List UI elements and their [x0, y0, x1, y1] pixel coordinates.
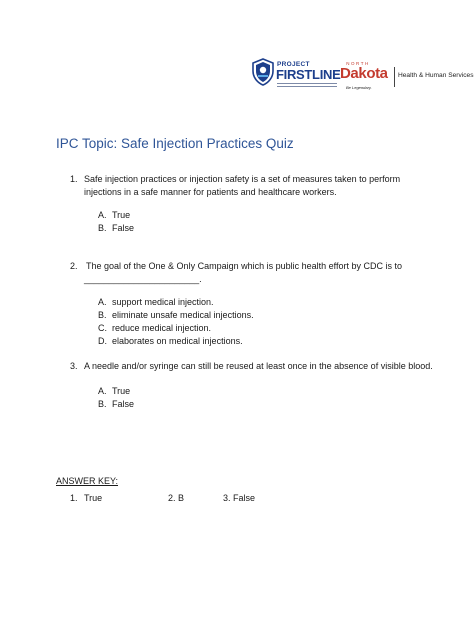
- north-dakota-logo: [340, 58, 474, 98]
- question-3-line-1: A needle and/or syringe can still be reused at least once in the absence of visible blood.: [84, 361, 433, 371]
- header-logos: [250, 56, 474, 100]
- question-2-option-a: support medical injection.: [112, 297, 214, 307]
- logo-north-text: NORTH: [346, 61, 370, 66]
- question-3-option-b-letter: B.: [98, 399, 107, 409]
- question-3-number: 3.: [70, 361, 78, 371]
- answer-3: 3. False: [223, 493, 256, 503]
- question-2-option-d-letter: D.: [98, 336, 107, 346]
- question-2-line-2: _______________________.: [84, 274, 202, 284]
- question-3-option-a-letter: A.: [98, 386, 107, 396]
- logo-divider: [394, 67, 395, 87]
- question-1-line-1: Safe injection practices or injection safety is a set of measures taken to perform: [84, 174, 401, 184]
- shield-icon: [252, 58, 274, 86]
- question-1-line-2: injections in a safe manner for patients and healthcare workers.: [84, 187, 337, 197]
- question-2-number: 2.: [70, 261, 78, 271]
- answer-1: True: [84, 493, 103, 503]
- question-1-option-a-letter: A.: [98, 210, 107, 220]
- question-1-number: 1.: [70, 174, 78, 184]
- question-1-option-a: True: [112, 210, 131, 220]
- logo-department-text: Health & Human Services: [398, 72, 474, 79]
- answer-key-heading: ANSWER KEY:: [56, 476, 119, 486]
- logo-tagline-lines: [277, 83, 337, 89]
- question-2-option-c-letter: C.: [98, 323, 107, 333]
- question-1-option-b-letter: B.: [98, 223, 107, 233]
- question-2-line-1: The goal of the One & Only Campaign which is public health effort by CDC is to: [86, 261, 402, 271]
- page-title: IPC Topic: Safe Injection Practices Quiz: [56, 136, 294, 151]
- question-2-option-b: eliminate unsafe medical injections.: [112, 310, 254, 320]
- project-firstline-logo: [250, 56, 342, 100]
- logo-dakota-text: Dakota: [340, 65, 388, 82]
- logo-be-legendary-text: Be Legendary.: [346, 85, 372, 90]
- question-1-option-b: False: [112, 223, 135, 233]
- question-3-option-b: False: [112, 399, 135, 409]
- answer-2: 2. B: [168, 493, 185, 503]
- question-2-option-a-letter: A.: [98, 297, 107, 307]
- question-3-option-a: True: [112, 386, 131, 396]
- question-2-option-c: reduce medical injection.: [112, 323, 212, 333]
- logo-firstline-text: FIRSTLINE: [276, 67, 341, 82]
- question-2-option-d: elaborates on medical injections.: [112, 336, 243, 346]
- logo-project-text: PROJECT: [277, 61, 310, 68]
- answer-1-number: 1.: [70, 493, 78, 503]
- question-2-option-b-letter: B.: [98, 310, 107, 320]
